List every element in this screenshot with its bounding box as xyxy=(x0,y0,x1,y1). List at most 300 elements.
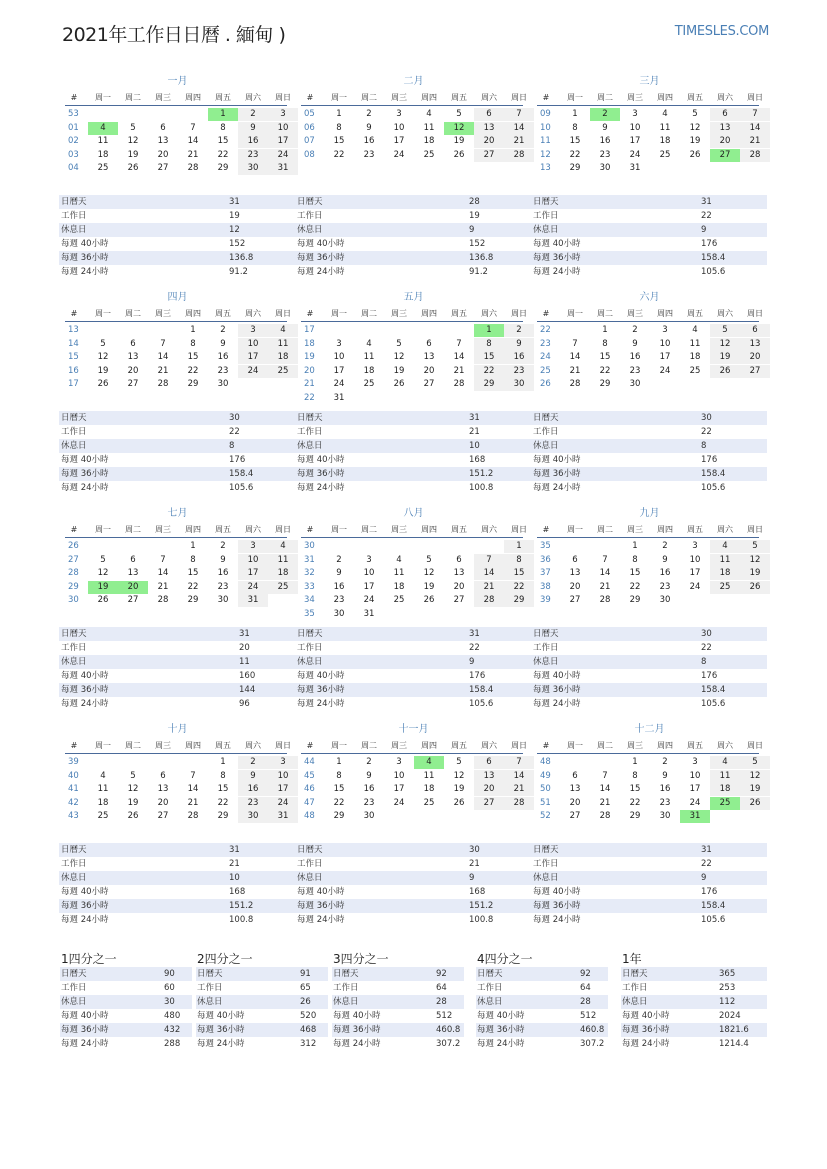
day-cell[interactable]: 17 xyxy=(393,784,405,794)
day-cell[interactable]: 27 xyxy=(157,811,169,821)
day-cell[interactable]: 16 xyxy=(217,568,229,578)
day-cell[interactable]: 14 xyxy=(453,352,465,362)
day-cell[interactable]: 12 xyxy=(127,784,139,794)
day-cell[interactable]: 7 xyxy=(474,554,504,567)
day-cell[interactable]: 21 xyxy=(504,783,534,796)
day-cell[interactable]: 20 xyxy=(569,581,581,592)
day-cell[interactable]: 19 xyxy=(97,365,109,376)
day-cell[interactable]: 14 xyxy=(157,352,169,362)
day-cell[interactable]: 11 xyxy=(689,338,701,349)
day-cell[interactable]: 27 xyxy=(423,379,435,389)
day-cell[interactable]: 23 xyxy=(659,797,671,808)
day-cell[interactable]: 2 xyxy=(336,554,342,565)
day-cell[interactable]: 5 xyxy=(426,554,432,565)
day-cell[interactable]: 12 xyxy=(689,122,701,133)
day-cell[interactable]: 12 xyxy=(453,770,465,781)
day-cell[interactable]: 24 xyxy=(629,149,641,160)
day-cell[interactable]: 3 xyxy=(366,554,372,565)
day-cell[interactable]: 26 xyxy=(453,149,465,160)
day-cell[interactable]: 22 xyxy=(474,365,504,378)
day-cell[interactable]: 24 xyxy=(268,797,298,810)
day-cell[interactable]: 24 xyxy=(689,797,701,808)
day-cell[interactable]: 16 xyxy=(363,784,375,794)
day-cell[interactable]: 18 xyxy=(710,783,740,796)
day-cell[interactable]: 4 xyxy=(366,338,372,349)
day-cell[interactable]: 21 xyxy=(187,797,199,808)
day-cell[interactable]: 4 xyxy=(268,324,298,337)
day-cell[interactable]: 22 xyxy=(217,149,229,160)
day-cell[interactable]: 12 xyxy=(97,568,109,578)
day-cell[interactable]: 13 xyxy=(569,568,581,578)
day-cell[interactable]: 26 xyxy=(453,797,465,808)
day-cell[interactable]: 18 xyxy=(97,797,109,808)
day-cell[interactable]: 6 xyxy=(710,108,740,121)
day-cell[interactable]: 26 xyxy=(689,149,701,160)
day-cell[interactable]: 21 xyxy=(504,135,534,148)
day-cell[interactable]: 5 xyxy=(740,756,770,769)
day-cell[interactable]: 7 xyxy=(190,770,196,781)
day-cell[interactable]: 27 xyxy=(710,149,740,162)
day-cell[interactable]: 18 xyxy=(363,365,375,376)
day-cell[interactable]: 5 xyxy=(130,122,136,133)
day-cell[interactable]: 2 xyxy=(220,325,226,335)
day-cell[interactable]: 11 xyxy=(363,352,375,362)
day-cell[interactable]: 26 xyxy=(393,379,405,389)
day-cell[interactable]: 27 xyxy=(569,595,581,605)
day-cell[interactable]: 5 xyxy=(456,109,462,119)
day-cell[interactable]: 19 xyxy=(689,136,701,146)
day-cell[interactable]: 19 xyxy=(740,783,770,796)
day-cell[interactable]: 9 xyxy=(602,122,608,133)
day-cell[interactable]: 25 xyxy=(268,365,298,378)
day-cell[interactable]: 10 xyxy=(363,568,375,578)
day-cell[interactable]: 5 xyxy=(710,324,740,337)
day-cell[interactable]: 28 xyxy=(599,811,611,821)
day-cell[interactable]: 23 xyxy=(363,149,375,160)
day-cell[interactable]: 16 xyxy=(363,136,375,146)
day-cell[interactable]: 15 xyxy=(217,136,229,146)
day-cell[interactable]: 19 xyxy=(740,567,770,580)
day-cell[interactable]: 26 xyxy=(423,595,435,605)
day-cell[interactable]: 16 xyxy=(629,352,641,362)
day-cell[interactable]: 14 xyxy=(569,352,581,362)
day-cell[interactable]: 24 xyxy=(333,379,345,389)
day-cell[interactable]: 4 xyxy=(692,325,698,335)
day-cell[interactable]: 23 xyxy=(629,365,641,376)
day-cell[interactable]: 2 xyxy=(366,109,372,119)
day-cell[interactable]: 23 xyxy=(363,797,375,808)
day-cell[interactable]: 9 xyxy=(220,338,226,349)
day-cell[interactable]: 25 xyxy=(659,149,671,160)
day-cell[interactable]: 15 xyxy=(569,136,581,146)
day-cell[interactable]: 29 xyxy=(187,595,199,605)
day-cell[interactable]: 1 xyxy=(190,325,196,335)
day-cell[interactable]: 13 xyxy=(474,770,504,783)
day-cell[interactable]: 28 xyxy=(474,594,504,607)
day-cell[interactable]: 9 xyxy=(366,122,372,133)
day-cell[interactable]: 3 xyxy=(336,338,342,349)
day-cell[interactable]: 24 xyxy=(238,581,268,594)
day-cell[interactable]: 29 xyxy=(217,811,229,821)
day-cell[interactable]: 13 xyxy=(740,338,770,351)
day-cell[interactable]: 1 xyxy=(336,109,342,119)
day-cell[interactable]: 17 xyxy=(238,351,268,364)
day-cell[interactable]: 10 xyxy=(333,352,345,362)
day-cell[interactable]: 19 xyxy=(127,149,139,160)
day-cell[interactable]: 1 xyxy=(190,541,196,551)
day-cell[interactable]: 5 xyxy=(130,770,136,781)
day-cell[interactable]: 4 xyxy=(710,756,740,769)
day-cell[interactable]: 26 xyxy=(127,811,139,821)
day-cell[interactable]: 28 xyxy=(504,797,534,810)
day-cell[interactable]: 22 xyxy=(333,149,345,160)
day-cell[interactable]: 12 xyxy=(740,554,770,567)
day-cell[interactable]: 30 xyxy=(659,811,671,821)
day-cell[interactable]: 19 xyxy=(393,365,405,376)
day-cell[interactable]: 8 xyxy=(632,770,638,781)
day-cell[interactable]: 9 xyxy=(238,122,268,135)
day-cell[interactable]: 22 xyxy=(333,797,345,808)
day-cell[interactable]: 23 xyxy=(217,365,229,376)
day-cell[interactable]: 11 xyxy=(423,770,435,781)
day-cell[interactable]: 27 xyxy=(453,595,465,605)
day-cell[interactable]: 9 xyxy=(336,568,342,578)
day-cell[interactable]: 29 xyxy=(187,379,199,389)
day-cell[interactable]: 6 xyxy=(572,554,578,565)
day-cell[interactable]: 13 xyxy=(127,568,139,578)
brand-logo[interactable]: TIMESLES.COM xyxy=(674,24,769,39)
day-cell[interactable]: 1 xyxy=(504,540,534,553)
day-cell[interactable]: 18 xyxy=(393,581,405,592)
day-cell[interactable]: 30 xyxy=(217,595,229,605)
day-cell[interactable]: 17 xyxy=(333,365,345,376)
day-cell[interactable]: 9 xyxy=(220,554,226,565)
day-cell[interactable]: 3 xyxy=(268,108,298,121)
day-cell[interactable]: 13 xyxy=(569,784,581,794)
day-cell[interactable]: 31 xyxy=(680,810,710,823)
day-cell[interactable]: 12 xyxy=(740,770,770,783)
day-cell[interactable]: 10 xyxy=(238,554,268,567)
day-cell[interactable]: 15 xyxy=(474,351,504,364)
day-cell[interactable]: 25 xyxy=(710,581,740,594)
day-cell[interactable]: 20 xyxy=(118,581,148,594)
day-cell[interactable]: 3 xyxy=(692,757,698,767)
day-cell[interactable]: 21 xyxy=(599,581,611,592)
day-cell[interactable]: 3 xyxy=(396,109,402,119)
day-cell[interactable]: 7 xyxy=(504,756,534,769)
day-cell[interactable]: 21 xyxy=(187,149,199,160)
day-cell[interactable]: 20 xyxy=(710,135,740,148)
day-cell[interactable]: 24 xyxy=(393,149,405,160)
day-cell[interactable]: 2 xyxy=(238,108,268,121)
day-cell[interactable]: 26 xyxy=(97,379,109,389)
day-cell[interactable]: 14 xyxy=(187,784,199,794)
day-cell[interactable]: 7 xyxy=(190,122,196,133)
day-cell[interactable]: 7 xyxy=(602,770,608,781)
day-cell[interactable]: 22 xyxy=(629,581,641,592)
day-cell[interactable]: 29 xyxy=(504,594,534,607)
day-cell[interactable]: 30 xyxy=(238,162,268,175)
day-cell[interactable]: 3 xyxy=(632,109,638,119)
day-cell[interactable]: 29 xyxy=(333,811,345,821)
day-cell[interactable]: 3 xyxy=(238,324,268,337)
day-cell[interactable]: 4 xyxy=(268,540,298,553)
day-cell[interactable]: 8 xyxy=(474,338,504,351)
day-cell[interactable]: 6 xyxy=(426,338,432,349)
day-cell[interactable]: 3 xyxy=(662,325,668,335)
day-cell[interactable]: 13 xyxy=(423,352,435,362)
day-cell[interactable]: 10 xyxy=(629,122,641,133)
day-cell[interactable]: 4 xyxy=(710,540,740,553)
day-cell[interactable]: 2 xyxy=(590,108,620,121)
day-cell[interactable]: 11 xyxy=(268,338,298,351)
day-cell[interactable]: 6 xyxy=(740,324,770,337)
day-cell[interactable]: 23 xyxy=(333,595,345,605)
day-cell[interactable]: 7 xyxy=(572,338,578,349)
day-cell[interactable]: 4 xyxy=(88,122,118,135)
day-cell[interactable]: 21 xyxy=(740,135,770,148)
day-cell[interactable]: 25 xyxy=(710,797,740,810)
day-cell[interactable]: 28 xyxy=(504,149,534,162)
day-cell[interactable]: 30 xyxy=(504,378,534,391)
day-cell[interactable]: 17 xyxy=(238,567,268,580)
day-cell[interactable]: 21 xyxy=(453,365,465,376)
day-cell[interactable]: 4 xyxy=(662,109,668,119)
day-cell[interactable]: 17 xyxy=(268,783,298,796)
day-cell[interactable]: 19 xyxy=(710,351,740,364)
day-cell[interactable]: 2 xyxy=(632,325,638,335)
day-cell[interactable]: 17 xyxy=(363,581,375,592)
day-cell[interactable]: 28 xyxy=(569,379,581,389)
day-cell[interactable]: 6 xyxy=(474,756,504,769)
day-cell[interactable]: 1 xyxy=(208,108,238,121)
day-cell[interactable]: 7 xyxy=(740,108,770,121)
day-cell[interactable]: 26 xyxy=(740,797,770,810)
day-cell[interactable]: 18 xyxy=(659,136,671,146)
day-cell[interactable]: 2 xyxy=(238,756,268,769)
day-cell[interactable]: 15 xyxy=(599,352,611,362)
day-cell[interactable]: 3 xyxy=(396,757,402,767)
day-cell[interactable]: 28 xyxy=(187,163,199,173)
day-cell[interactable]: 20 xyxy=(474,135,504,148)
day-cell[interactable]: 6 xyxy=(474,108,504,121)
day-cell[interactable]: 15 xyxy=(333,784,345,794)
day-cell[interactable]: 29 xyxy=(217,163,229,173)
day-cell[interactable]: 25 xyxy=(689,365,701,376)
day-cell[interactable]: 8 xyxy=(220,770,226,781)
day-cell[interactable]: 11 xyxy=(423,122,435,133)
day-cell[interactable]: 7 xyxy=(504,108,534,121)
day-cell[interactable]: 19 xyxy=(88,581,118,594)
day-cell[interactable]: 9 xyxy=(662,554,668,565)
day-cell[interactable]: 10 xyxy=(393,770,405,781)
day-cell[interactable]: 4 xyxy=(396,554,402,565)
day-cell[interactable]: 25 xyxy=(97,163,109,173)
day-cell[interactable]: 24 xyxy=(659,365,671,376)
day-cell[interactable]: 2 xyxy=(662,541,668,551)
day-cell[interactable]: 22 xyxy=(187,581,199,592)
day-cell[interactable]: 11 xyxy=(659,122,671,133)
day-cell[interactable]: 15 xyxy=(217,784,229,794)
day-cell[interactable]: 27 xyxy=(569,811,581,821)
day-cell[interactable]: 23 xyxy=(217,581,229,592)
day-cell[interactable]: 27 xyxy=(740,365,770,378)
day-cell[interactable]: 21 xyxy=(474,581,504,594)
day-cell[interactable]: 6 xyxy=(160,122,166,133)
day-cell[interactable]: 16 xyxy=(217,352,229,362)
day-cell[interactable]: 20 xyxy=(127,365,139,376)
day-cell[interactable]: 26 xyxy=(710,365,740,378)
day-cell[interactable]: 5 xyxy=(692,109,698,119)
day-cell[interactable]: 25 xyxy=(363,379,375,389)
day-cell[interactable]: 6 xyxy=(160,770,166,781)
day-cell[interactable]: 3 xyxy=(238,540,268,553)
day-cell[interactable]: 9 xyxy=(504,338,534,351)
day-cell[interactable]: 30 xyxy=(659,595,671,605)
day-cell[interactable]: 23 xyxy=(238,797,268,810)
day-cell[interactable]: 17 xyxy=(629,136,641,146)
day-cell[interactable]: 18 xyxy=(268,351,298,364)
day-cell[interactable]: 17 xyxy=(659,352,671,362)
day-cell[interactable]: 17 xyxy=(689,784,701,794)
day-cell[interactable]: 27 xyxy=(474,797,504,810)
day-cell[interactable]: 17 xyxy=(393,136,405,146)
day-cell[interactable]: 1 xyxy=(336,757,342,767)
day-cell[interactable]: 16 xyxy=(504,351,534,364)
day-cell[interactable]: 14 xyxy=(504,770,534,783)
day-cell[interactable]: 30 xyxy=(217,379,229,389)
day-cell[interactable]: 4 xyxy=(426,109,432,119)
day-cell[interactable]: 19 xyxy=(453,136,465,146)
day-cell[interactable]: 24 xyxy=(268,149,298,162)
day-cell[interactable]: 23 xyxy=(599,149,611,160)
day-cell[interactable]: 25 xyxy=(97,811,109,821)
day-cell[interactable]: 13 xyxy=(127,352,139,362)
day-cell[interactable]: 25 xyxy=(268,581,298,594)
day-cell[interactable]: 22 xyxy=(629,797,641,808)
day-cell[interactable]: 27 xyxy=(157,163,169,173)
day-cell[interactable]: 27 xyxy=(127,379,139,389)
day-cell[interactable]: 15 xyxy=(629,568,641,578)
day-cell[interactable]: 25 xyxy=(393,595,405,605)
day-cell[interactable]: 31 xyxy=(629,163,641,173)
day-cell[interactable]: 8 xyxy=(602,338,608,349)
day-cell[interactable]: 7 xyxy=(602,554,608,565)
day-cell[interactable]: 23 xyxy=(504,365,534,378)
day-cell[interactable]: 16 xyxy=(659,784,671,794)
day-cell[interactable]: 6 xyxy=(572,770,578,781)
day-cell[interactable]: 8 xyxy=(504,554,534,567)
day-cell[interactable]: 22 xyxy=(217,797,229,808)
day-cell[interactable]: 17 xyxy=(268,135,298,148)
day-cell[interactable]: 22 xyxy=(187,365,199,376)
day-cell[interactable]: 29 xyxy=(629,595,641,605)
day-cell[interactable]: 8 xyxy=(572,122,578,133)
day-cell[interactable]: 28 xyxy=(187,811,199,821)
day-cell[interactable]: 21 xyxy=(599,797,611,808)
day-cell[interactable]: 21 xyxy=(157,581,169,592)
day-cell[interactable]: 22 xyxy=(599,365,611,376)
day-cell[interactable]: 18 xyxy=(423,784,435,794)
day-cell[interactable]: 18 xyxy=(689,352,701,362)
day-cell[interactable]: 29 xyxy=(569,163,581,173)
day-cell[interactable]: 25 xyxy=(423,149,435,160)
day-cell[interactable]: 18 xyxy=(268,567,298,580)
day-cell[interactable]: 3 xyxy=(692,541,698,551)
day-cell[interactable]: 30 xyxy=(363,811,375,821)
day-cell[interactable]: 23 xyxy=(659,581,671,592)
day-cell[interactable]: 30 xyxy=(599,163,611,173)
day-cell[interactable]: 7 xyxy=(456,338,462,349)
day-cell[interactable]: 31 xyxy=(238,594,268,607)
day-cell[interactable]: 27 xyxy=(127,595,139,605)
day-cell[interactable]: 18 xyxy=(710,567,740,580)
day-cell[interactable]: 5 xyxy=(396,338,402,349)
day-cell[interactable]: 2 xyxy=(220,541,226,551)
day-cell[interactable]: 31 xyxy=(268,810,298,823)
day-cell[interactable]: 13 xyxy=(157,784,169,794)
day-cell[interactable]: 8 xyxy=(190,554,196,565)
day-cell[interactable]: 2 xyxy=(504,324,534,337)
day-cell[interactable]: 1 xyxy=(602,325,608,335)
day-cell[interactable]: 2 xyxy=(662,757,668,767)
day-cell[interactable]: 9 xyxy=(632,338,638,349)
day-cell[interactable]: 11 xyxy=(710,554,740,567)
day-cell[interactable]: 28 xyxy=(453,379,465,389)
day-cell[interactable]: 23 xyxy=(238,149,268,162)
day-cell[interactable]: 22 xyxy=(504,581,534,594)
day-cell[interactable]: 15 xyxy=(187,568,199,578)
day-cell[interactable]: 8 xyxy=(336,122,342,133)
day-cell[interactable]: 18 xyxy=(97,149,109,160)
day-cell[interactable]: 10 xyxy=(689,770,701,781)
day-cell[interactable]: 10 xyxy=(268,122,298,135)
day-cell[interactable]: 3 xyxy=(268,756,298,769)
day-cell[interactable]: 5 xyxy=(456,757,462,767)
day-cell[interactable]: 20 xyxy=(740,351,770,364)
day-cell[interactable]: 14 xyxy=(157,568,169,578)
day-cell[interactable]: 10 xyxy=(238,338,268,351)
day-cell[interactable]: 30 xyxy=(238,810,268,823)
day-cell[interactable]: 30 xyxy=(333,608,345,619)
day-cell[interactable]: 12 xyxy=(423,568,435,578)
day-cell[interactable]: 19 xyxy=(423,581,435,592)
day-cell[interactable]: 5 xyxy=(740,540,770,553)
day-cell[interactable]: 15 xyxy=(333,136,345,146)
day-cell[interactable]: 5 xyxy=(100,338,106,349)
day-cell[interactable]: 20 xyxy=(474,783,504,796)
day-cell[interactable]: 20 xyxy=(157,797,169,808)
day-cell[interactable]: 9 xyxy=(238,770,268,783)
day-cell[interactable]: 14 xyxy=(599,784,611,794)
day-cell[interactable]: 13 xyxy=(157,136,169,146)
day-cell[interactable]: 6 xyxy=(130,338,136,349)
day-cell[interactable]: 13 xyxy=(474,122,504,135)
day-cell[interactable]: 28 xyxy=(599,595,611,605)
day-cell[interactable]: 4 xyxy=(100,770,106,781)
day-cell[interactable]: 11 xyxy=(393,568,405,578)
day-cell[interactable]: 20 xyxy=(569,797,581,808)
day-cell[interactable]: 20 xyxy=(423,365,435,376)
day-cell[interactable]: 10 xyxy=(659,338,671,349)
day-cell[interactable]: 24 xyxy=(238,365,268,378)
day-cell[interactable]: 16 xyxy=(333,581,345,592)
day-cell[interactable]: 14 xyxy=(599,568,611,578)
day-cell[interactable]: 12 xyxy=(444,122,474,135)
day-cell[interactable]: 10 xyxy=(689,554,701,565)
day-cell[interactable]: 29 xyxy=(474,378,504,391)
day-cell[interactable]: 21 xyxy=(569,365,581,376)
